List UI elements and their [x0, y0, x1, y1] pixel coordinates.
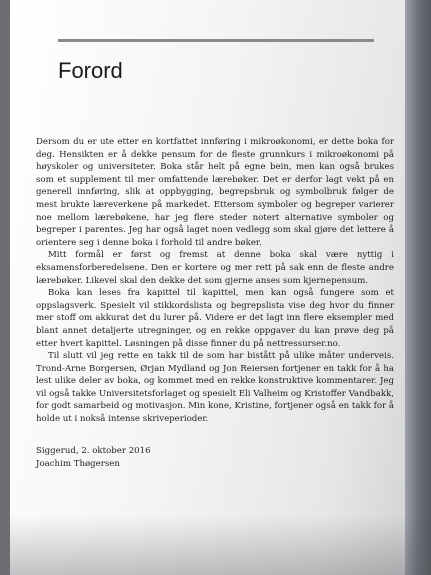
background-right-edge [405, 0, 431, 575]
paragraph-2: Mitt formål er først og fremst at denne boka skal være nyttig i eksamensforberedelsene. Den er kortere og mer rett på sak enn de fleste andre lærebøker. Likevel skal den dekke det som gjerne anses som kjernepensum. [36, 250, 394, 286]
page-title: Forord [58, 58, 123, 83]
header-rule [58, 39, 374, 42]
author-name: Joachim Thøgersen [36, 458, 120, 469]
paragraph-4: Til slutt vil jeg rette en takk til de som har bistått på ulike måter underveis. Trond-Arne Borgersen, Ørjan Mydland og Jon Reiersen fortjener en takk for å ha lest ulike deler av boka, og kommet med en rekke konstruktive kommentarer. Jeg vil også takke Universitetsforlaget og spesielt Eli Valheim og Kristoffer Vandbakk, for godt samarbeid og motivasjon. Min kone, Kristine, fortjener også en takk for å holde ut i nokså intense skriveperioder. [36, 351, 394, 425]
paragraph-3: Boka kan leses fra kapittel til kapittel, men kan også fungere som et oppslagsverk. Spesielt vil stikkordslista og begrepslista vise deg hvor du finner mer stoff om akkurat det du lurer på. Videre er det lagt inn flere eksempler med blant annet detaljerte utregninger, og en rekke oppgaver du kan prøve deg på etter hvert kapittel. Løsningen på disse finner du på nettressurser.no. [36, 288, 394, 349]
place-date: Siggerud, 2. oktober 2016 [36, 446, 151, 456]
preface-body [36, 136, 394, 426]
paragraph-1: Dersom du er ute etter en kortfattet innføring i mikroøkonomi, er dette boka for deg. Hensikten er å dekke pensum for de fleste grunnkurs i mikroøkonomi på høyskoler og universiteter. Boka står helt på egne bein, men kan også brukes som et supplement til mer omfattende lærebøker. Det er derfor lagt vekt på en generell innføring, slik at oppbygging, begrepsbruk og symbolbruk følger de mest brukte læreverkene på markedet. Ettersom symboler og begreper varierer noe mellom lærebøkene, har jeg flere steder notert alternative symboler og begreper i parentes. Jeg har også laget noen vedlegg som skal gjøre det lettere å orientere seg i denne boka i forhold til andre bøker. [36, 137, 394, 248]
background-left-edge [0, 0, 10, 575]
signature-block [36, 445, 151, 470]
